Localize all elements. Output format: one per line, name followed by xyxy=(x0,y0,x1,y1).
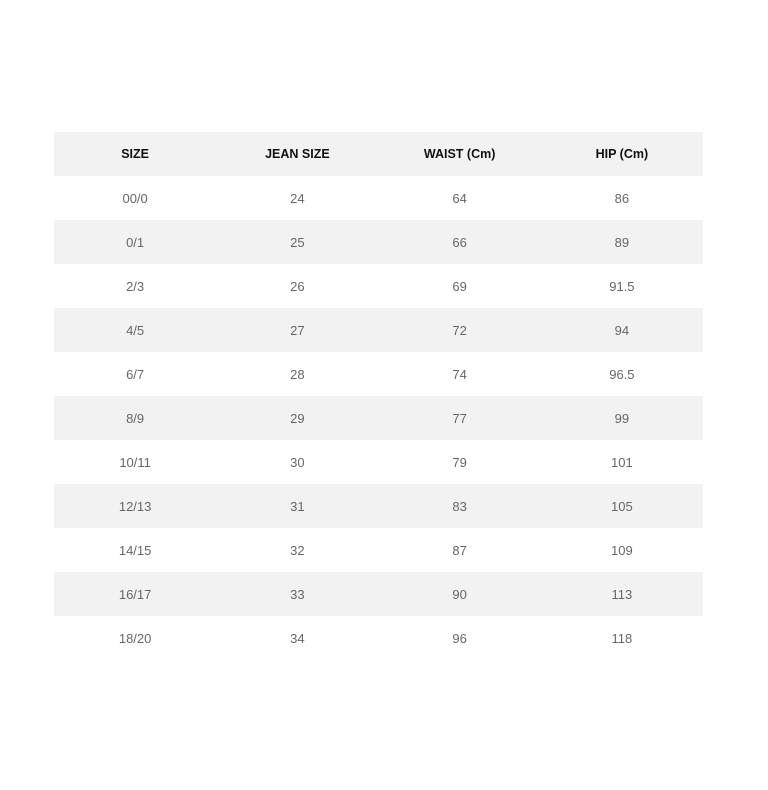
cell-jean-size: 34 xyxy=(290,630,305,646)
cell-hip: 94 xyxy=(614,322,630,338)
cell-size: 12/13 xyxy=(118,498,152,514)
cell-size: 10/11 xyxy=(119,454,151,470)
table-row xyxy=(54,264,703,308)
cell-hip: 105 xyxy=(611,498,633,514)
cell-waist: 83 xyxy=(452,498,467,514)
cell-size: 16/17 xyxy=(118,586,152,602)
cell-jean-size: 24 xyxy=(290,190,305,206)
cell-hip: 113 xyxy=(611,586,633,602)
header-jean-size: JEAN SIZE xyxy=(265,147,330,161)
cell-waist: 77 xyxy=(452,410,467,426)
cell-waist: 66 xyxy=(452,234,467,250)
cell-hip: 91.5 xyxy=(609,278,635,294)
cell-jean-size: 29 xyxy=(290,410,305,426)
table-row xyxy=(54,572,703,616)
cell-jean-size: 32 xyxy=(290,542,305,558)
table-row xyxy=(54,440,703,484)
table-row xyxy=(54,308,703,352)
cell-size: 18/20 xyxy=(118,630,152,646)
header-hip: HIP (Cm) xyxy=(595,147,649,161)
cell-jean-size: 31 xyxy=(290,498,305,514)
cell-jean-size: 28 xyxy=(290,366,305,382)
cell-waist: 87 xyxy=(452,542,467,558)
cell-waist: 64 xyxy=(452,190,467,206)
cell-size: 14/15 xyxy=(118,542,152,558)
table-row xyxy=(54,616,703,660)
table-row xyxy=(54,396,703,440)
cell-waist: 79 xyxy=(452,454,467,470)
cell-hip: 86 xyxy=(614,190,630,206)
table-row xyxy=(54,176,703,220)
cell-jean-size: 25 xyxy=(290,234,305,250)
table-row xyxy=(54,220,703,264)
cell-waist: 74 xyxy=(452,366,467,382)
cell-hip: 89 xyxy=(614,234,630,250)
cell-hip: 109 xyxy=(611,542,633,558)
cell-waist: 69 xyxy=(452,278,467,294)
cell-waist: 90 xyxy=(452,586,467,602)
cell-jean-size: 33 xyxy=(290,586,305,602)
table-row xyxy=(54,352,703,396)
cell-size: 4/5 xyxy=(126,322,145,338)
table-body xyxy=(54,176,703,660)
cell-waist: 96 xyxy=(452,630,467,646)
cell-hip: 118 xyxy=(611,630,633,646)
cell-jean-size: 30 xyxy=(290,454,305,470)
cell-size: 00/0 xyxy=(122,190,148,206)
table-row xyxy=(54,484,703,528)
cell-jean-size: 27 xyxy=(290,322,305,338)
cell-size: 8/9 xyxy=(126,410,145,426)
size-chart-table xyxy=(54,132,703,660)
cell-size: 6/7 xyxy=(126,366,145,382)
cell-jean-size: 26 xyxy=(290,278,305,294)
header-waist: WAIST (Cm) xyxy=(423,147,496,161)
table-row xyxy=(54,528,703,572)
cell-size: 0/1 xyxy=(126,234,145,250)
cell-hip: 99 xyxy=(614,410,630,426)
cell-hip: 96.5 xyxy=(609,366,635,382)
cell-waist: 72 xyxy=(452,322,467,338)
cell-size: 2/3 xyxy=(126,278,145,294)
header-size: SIZE xyxy=(121,147,150,161)
cell-hip: 101 xyxy=(611,454,633,470)
table-header-row xyxy=(54,132,703,176)
